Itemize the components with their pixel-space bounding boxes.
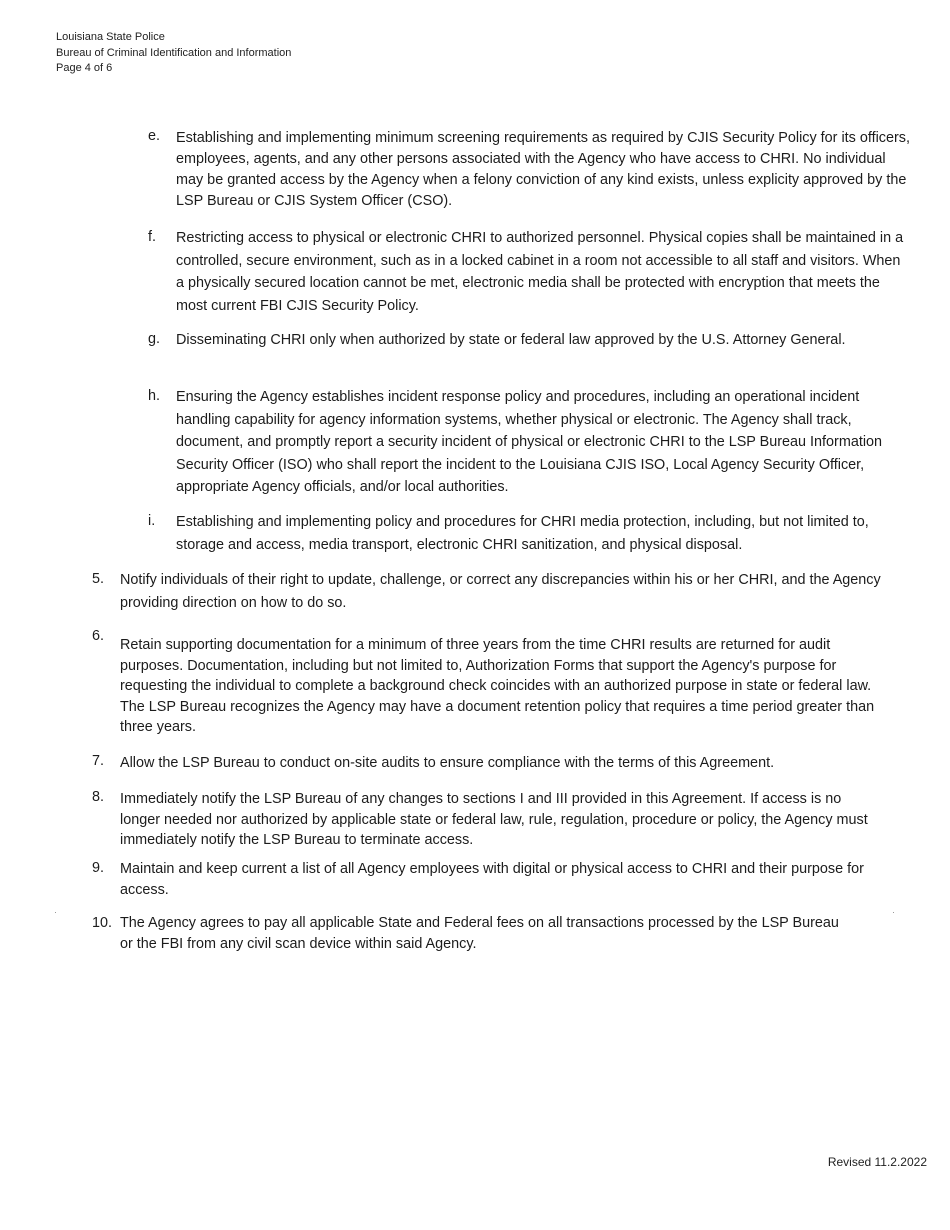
list-item-text: Restricting access to physical or electronic CHRI to authorized personnel. Physical copies shall be maintained in a controlled, secure environment, such as in a locked cabinet in a room not accessible to all staff and visitors. When a physically secured location cannot be met, electronic media shall be protected with encryption that meets the most current FBI CJIS Security Policy. bbox=[176, 230, 904, 314]
revision-date: Revised 11.2.2022 bbox=[827, 1155, 927, 1169]
scan-mark bbox=[893, 912, 894, 913]
list-item-text: Immediately notify the LSP Bureau of any changes to sections I and III provided in this Agreement. If access is no longer needed nor authorized by applicable state or federal law, rule, regulation, procedure or policy, the Agency must immediately notify the LSP Bureau to terminate access. bbox=[120, 791, 868, 848]
header-bureau: Bureau of Criminal Identification and Information bbox=[56, 46, 292, 59]
list-marker: 9. bbox=[92, 860, 105, 876]
list-marker: 5. bbox=[92, 571, 105, 587]
list-item-text: Notify individuals of their right to update, challenge, or correct any discrepancies within his or her CHRI, and the Agency providing direction on how to do so. bbox=[120, 572, 881, 611]
list-marker: 7. bbox=[92, 753, 105, 769]
list-item-text: Retain supporting documentation for a minimum of three years from the time CHRI results are returned for audit purposes. Documentation, including but not limited to, Authorization Forms that support the Agency's purpose for requesting the individual to complete a background check coincides with an authorized purpose in state or federal law. The LSP Bureau recognizes the Agency may have a document retention policy that requires a time period greater than three years. bbox=[120, 637, 875, 735]
page-header bbox=[56, 30, 291, 77]
list-marker: h. bbox=[148, 388, 161, 404]
list-item-text: Disseminating CHRI only when authorized by state or federal law approved by the U.S. Attorney General. bbox=[176, 332, 846, 348]
list-marker: g. bbox=[148, 331, 161, 347]
list-item-text: Establishing and implementing policy and procedures for CHRI media protection, including, but not limited to, storage and access, media transport, electronic CHRI sanitization, and physical disposal. bbox=[176, 514, 869, 553]
list-marker: 10. bbox=[92, 915, 113, 931]
list-item-text: Ensuring the Agency establishes incident response policy and procedures, including an operational incident handling capability for agency information systems, whether physical or electronic. The Agency shall track, document, and promptly report a security incident of physical or electronic CHRI to the LSP Bureau Information Security Officer (ISO) who shall report the incident to the Louisiana CJIS ISO, Local Agency Security Officer, appropriate Agency officials, and/or local authorities. bbox=[176, 389, 883, 495]
list-marker: f. bbox=[148, 229, 156, 245]
list-item-text: The Agency agrees to pay all applicable State and Federal fees on all transactions processed by the LSP Bureau or the FBI from any civil scan device within said Agency. bbox=[120, 915, 839, 952]
list-marker: i. bbox=[148, 513, 156, 529]
header-page-number: Page 4 of 6 bbox=[56, 62, 113, 74]
list-marker: 6. bbox=[92, 628, 105, 644]
list-item-text: Establishing and implementing minimum screening requirements as required by CJIS Security Policy for its officers, employees, agents, and any other persons associated with the Agency who have access to CHRI. No individual may be granted access by the Agency when a felony conviction of any kind exists, unless explicity approved by the LSP Bureau or CJIS System Officer (CSO). bbox=[176, 130, 910, 209]
scan-mark bbox=[55, 912, 56, 913]
header-agency: Louisiana State Police bbox=[56, 31, 165, 43]
list-item-text: Maintain and keep current a list of all Agency employees with digital or physical access to CHRI and their purpose for access. bbox=[120, 861, 864, 898]
list-marker: e. bbox=[148, 128, 161, 144]
list-item-text: Allow the LSP Bureau to conduct on-site audits to ensure compliance with the terms of this Agreement. bbox=[120, 755, 775, 771]
list-marker: 8. bbox=[92, 789, 105, 805]
